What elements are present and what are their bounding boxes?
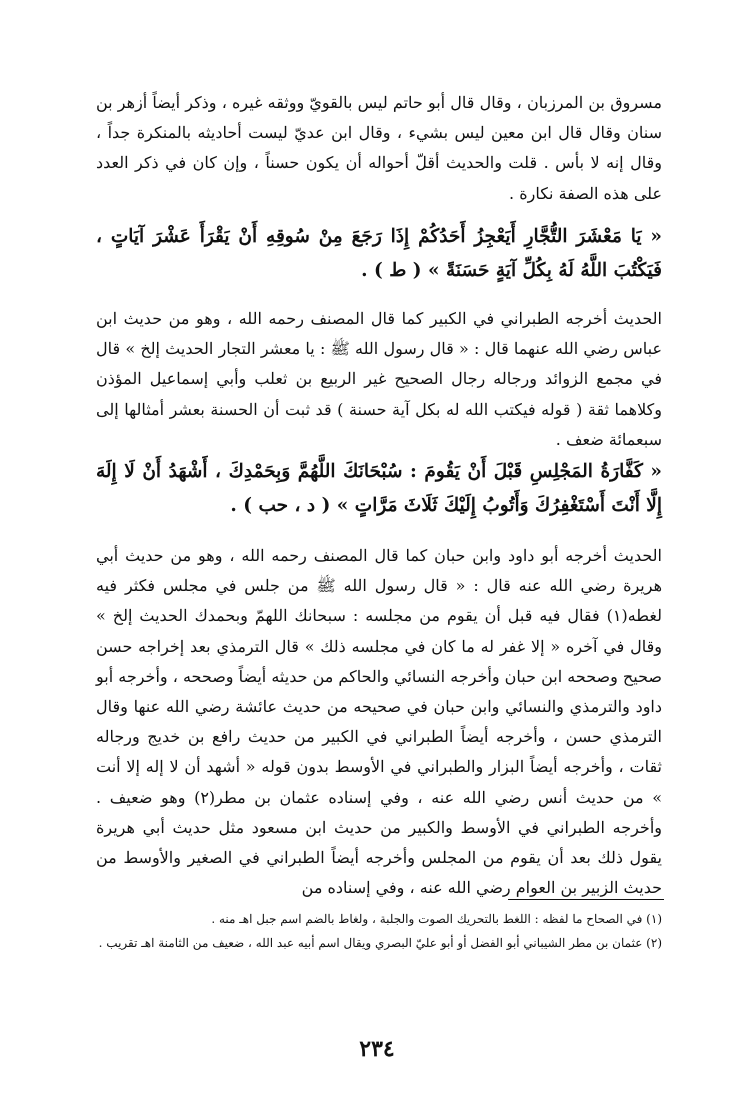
page-number: ٢٣٤ [359, 1036, 395, 1062]
hadith-kaffarat-majlis: « كَفَّارَةُ المَجْلِسِ قَبْلَ أَنْ يَقُومَ : سُبْحَانَكَ اللَّهُمَّ وَبِحَمْدِكَ ، أَشْهَدُ أَنْ لَا إِلَهَ إِلَّا أَنْتَ أَسْتَغْفِرُكَ وَأَتُوبُ إِلَيْكَ ثَلَاثَ مَرَّاتٍ » ( د ، حب ) . [96, 461, 662, 516]
hadith-traders: « يَا مَعْشَرَ التُّجَّارِ أَيَعْجِزُ أَحَدُكُمْ إِذَا رَجَعَ مِنْ سُوقِهِ أَنْ يَقْرَأَ عَشْرَ آيَاتٍ ، فَيَكْتُبَ اللَّهُ لَهُ بِكُلِّ آيَةٍ حَسَنَةً » ( ط ) . [96, 226, 662, 281]
paragraph-commentary-2: الحديث أخرجه أبو داود وابن حبان كما قال المصنف رحمه الله ، وهو من حديث أبي هريرة رضي الله عنه قال : « قال رسول الله ﷺ من جلس في مجلس فكثر فيه لغطه(١) فقال فيه قبل أن يقوم من مجلسه : سبحانك اللهمّ وبحمدك الحديث إلخ » وقال في آخره « إلا غفر له ما كان في مجلسه ذلك » قال الترمذي بعد إخراجه حسن صحيح وصححه ابن حبان وأخرجه النسائي والحاكم من حديثه أيضاً وصححه ، وأخرجه أبو داود والترمذي والنسائي وابن حبان في صحيحه من حديث عائشة رضي الله عنها وقال الترمذي حسن ، وأخرجه أيضاً الطبراني في الكبير من حديث رافع بن خديج ورجاله ثقات ، وأخرجه أيضاً البزار والطبراني في الأوسط بدون قوله « أشهد أن لا إله إلا أنت » من حديث أنس رضي الله عنه ، وفي إسناده عثمان بن مطر(٢) وهو ضعيف . وأخرجه الطبراني في الأوسط والكبير من حديث ابن مسعود مثل حديث أبي هريرة يقول ذلك بعد أن يقوم من المجلس وأخرجه أيضاً الطبراني في الصغير والأوسط من حديث الزبير بن العوام رضي الله عنه ، وفي إسناده من [96, 546, 662, 898]
footnote-1: (١) في الصحاح ما لفظه : اللغط بالتحريك الصوت والجلبة ، ولغاط بالضم اسم جبل اهـ منه . [211, 912, 662, 926]
footnote-divider [508, 899, 664, 900]
paragraph-intro: مسروق بن المرزبان ، وقال قال أبو حاتم ليس بالقويّ ووثقه غيره ، وذكر أيضاً أزهر بن سنان وقال قال ابن معين ليس بشيء ، وقال ابن عديّ ليست أحاديثه بالمنكرة جداً ، وقال إنه لا بأس . قلت والحديث أقلّ أحواله أن يكون حسناً ، وإن كان في ذكر العدد على هذه الصفة نكارة . [96, 93, 662, 203]
paragraph-commentary-1: الحديث أخرجه الطبراني في الكبير كما قال المصنف رحمه الله ، وهو من حديث ابن عباس رضي الله عنهما قال : « قال رسول الله ﷺ : يا معشر التجار الحديث إلخ » قال في مجمع الزوائد ورجاله رجال الصحيح غير الربيع بن ثعلب وأبي إسماعيل المؤذن وكلاهما ثقة ( قوله فيكتب الله له بكل آية حسنة ) قد ثبت أن الحسنة بعشر أمثالها إلى سبعمائة ضعف . [96, 309, 662, 449]
footnote-2: (٢) عثمان بن مطر الشيباني أبو الفضل أو أبو عليّ البصري ويقال اسم أبيه عبد الله ، ضعيف من الثامنة اهـ تقريب . [98, 936, 662, 950]
